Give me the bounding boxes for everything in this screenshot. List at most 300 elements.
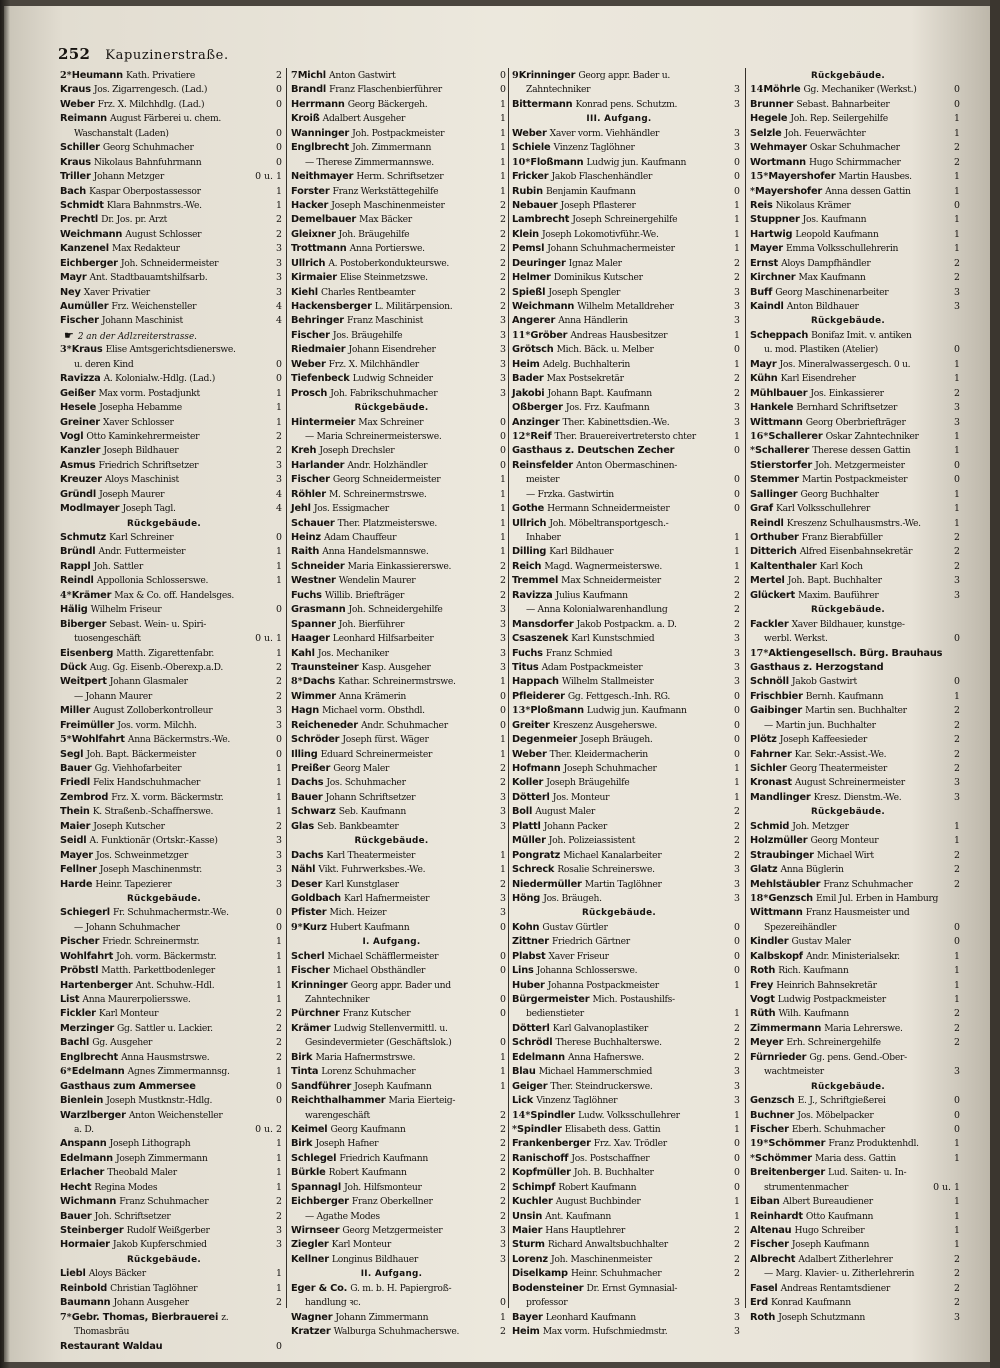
floor-number: 3 bbox=[734, 84, 740, 96]
resident-surname: Fasel bbox=[750, 1282, 778, 1294]
resident-description: Kreszenz Schulhausmstrs.-We. bbox=[786, 517, 921, 529]
directory-entry bbox=[750, 820, 960, 834]
resident-description: Regina Modes bbox=[94, 1181, 158, 1193]
floor-number: 0 bbox=[954, 84, 960, 96]
floor-number: 3 bbox=[734, 98, 740, 110]
directory-entry bbox=[512, 69, 740, 83]
resident-surname: Kindler bbox=[750, 936, 789, 948]
floor-number: 0 bbox=[500, 84, 506, 96]
resident-description: Ther. Kleidermacherin bbox=[549, 748, 648, 760]
resident-surname: Maier bbox=[60, 820, 91, 832]
directory-entry bbox=[291, 647, 506, 661]
floor-number: 0 bbox=[500, 719, 506, 731]
directory-entry bbox=[750, 661, 960, 675]
floor-number: 3 bbox=[734, 647, 740, 659]
resident-description: Jos. Frz. Kaufmann bbox=[565, 402, 650, 414]
resident-surname: Frankenberger bbox=[512, 1138, 591, 1150]
entry-continuation bbox=[60, 1325, 282, 1339]
resident-surname: Erlacher bbox=[60, 1167, 105, 1179]
resident-description: Johann Packer bbox=[543, 820, 608, 832]
directory-entry bbox=[750, 791, 960, 805]
floor-number: 1 bbox=[276, 1282, 282, 1294]
resident-description: Joseph Pflasterer bbox=[560, 199, 636, 211]
entry-continuation bbox=[291, 993, 506, 1007]
floor-number: 1 bbox=[954, 243, 960, 255]
floor-number: 1 bbox=[276, 185, 282, 197]
resident-surname: Frischbier bbox=[750, 690, 803, 702]
directory-column-4 bbox=[750, 69, 960, 1323]
resident-surname: Lick bbox=[512, 1095, 534, 1107]
directory-entry bbox=[750, 358, 960, 372]
directory-entry bbox=[750, 589, 960, 603]
floor-number: 1 bbox=[734, 791, 740, 803]
section-heading: Rückgebäude. bbox=[810, 316, 886, 327]
floor-number: 0 bbox=[734, 748, 740, 760]
floor-number: 3 bbox=[500, 1225, 506, 1236]
directory-entry bbox=[512, 372, 740, 386]
resident-surname: Meyer bbox=[750, 1037, 784, 1049]
section-heading: Rückgebäude. bbox=[810, 605, 886, 616]
resident-surname: Hälig bbox=[60, 604, 88, 616]
resident-description: Georg Schuhmacher bbox=[102, 142, 194, 154]
resident-description: Anna Portierswe. bbox=[349, 243, 425, 255]
resident-description: Gustav Maler bbox=[791, 936, 851, 948]
directory-entry bbox=[512, 502, 740, 516]
resident-surname: Graf bbox=[750, 503, 773, 515]
directory-entry bbox=[60, 213, 282, 227]
directory-entry bbox=[750, 834, 960, 848]
directory-entry bbox=[750, 935, 960, 949]
resident-description: u. deren Kind bbox=[74, 358, 134, 370]
directory-entry bbox=[291, 1181, 506, 1195]
floor-number: 1 bbox=[954, 1225, 960, 1236]
floor-number: 2 bbox=[500, 560, 506, 572]
directory-entry bbox=[750, 387, 960, 401]
resident-surname: Birk bbox=[291, 1051, 313, 1063]
floor-number: 0 bbox=[276, 921, 282, 933]
directory-entry bbox=[60, 98, 282, 112]
floor-number: 2 bbox=[954, 1008, 960, 1020]
resident-description: A. Postoberkondukteurswe. bbox=[328, 257, 450, 269]
resident-surname: Fellner bbox=[60, 864, 97, 876]
resident-surname: Anzinger bbox=[512, 416, 560, 428]
section-heading: Rückgebäude. bbox=[354, 836, 429, 847]
floor-number: 2 bbox=[500, 763, 506, 774]
resident-surname: Maier bbox=[512, 1225, 543, 1236]
floor-number: 1 bbox=[500, 156, 506, 168]
resident-surname: Tiefenbeck bbox=[291, 373, 350, 385]
floor-number: 3 bbox=[734, 286, 740, 298]
resident-description: Adam Postpackmeister bbox=[541, 661, 643, 673]
directory-entry bbox=[291, 286, 506, 300]
directory-entry bbox=[60, 242, 282, 256]
floor-number: 1 bbox=[276, 575, 282, 587]
directory-entry bbox=[291, 849, 506, 863]
resident-surname: Baumann bbox=[60, 1297, 111, 1309]
resident-description: Karl Bildhauer bbox=[549, 546, 614, 558]
resident-description: Georg Theatermeister bbox=[789, 763, 888, 774]
directory-entry bbox=[750, 776, 960, 790]
resident-surname: Reindl bbox=[60, 575, 94, 587]
floor-number: 3 bbox=[734, 1095, 740, 1107]
pointing-hand-icon: ☛ bbox=[64, 328, 74, 342]
floor-number: 0 bbox=[276, 1080, 282, 1092]
resident-description: Seb. Bankbeamter bbox=[317, 820, 399, 832]
resident-description: Konrad pens. Schutzm. bbox=[575, 98, 678, 110]
resident-description: Felix Handschuhmacher bbox=[93, 777, 201, 789]
resident-description: Jos. Zigarrengesch. (Lad.) bbox=[93, 84, 208, 96]
resident-description: Kath. Privatiere bbox=[125, 70, 196, 81]
floor-number: 1 bbox=[276, 560, 282, 572]
directory-entry bbox=[291, 560, 506, 574]
resident-surname: Straubinger bbox=[750, 849, 814, 861]
resident-description: K. Straßenb.-Schaffnerswe. bbox=[92, 806, 214, 818]
resident-description: Martin sen. Buchhalter bbox=[805, 705, 907, 717]
directory-entry bbox=[60, 993, 282, 1007]
resident-description: Jos. Schuhmacher bbox=[326, 777, 406, 789]
resident-surname: Schiele bbox=[512, 142, 551, 154]
resident-description: Johann Glasmaler bbox=[109, 676, 188, 688]
floor-number: 2 bbox=[500, 1109, 506, 1121]
resident-description: — Johann Maurer bbox=[74, 690, 152, 702]
resident-description: Fr. Schuhmachermstr.-We. bbox=[112, 907, 229, 919]
floor-number: 1 bbox=[734, 358, 740, 370]
directory-entry bbox=[291, 921, 506, 935]
floor-number: 0 bbox=[500, 950, 506, 962]
resident-surname: Hesele bbox=[60, 402, 97, 414]
directory-entry bbox=[750, 98, 960, 112]
directory-entry bbox=[512, 892, 740, 906]
resident-description: Leonhard Kaufmann bbox=[545, 1311, 636, 1323]
floor-number: 2 bbox=[954, 156, 960, 168]
resident-description: — Therese Zimmermannswe. bbox=[305, 156, 434, 168]
resident-description: Hans Hauptlehrer bbox=[545, 1225, 626, 1236]
resident-surname: Scherl bbox=[291, 950, 325, 962]
page-header bbox=[58, 44, 958, 66]
directory-entry bbox=[60, 343, 282, 357]
house-number: 13* bbox=[512, 705, 531, 717]
resident-description: Albert Bureaudiener bbox=[782, 1196, 873, 1208]
house-number: 12* bbox=[512, 430, 531, 442]
floor-number: 3 bbox=[734, 301, 740, 312]
directory-entry bbox=[60, 416, 282, 430]
floor-number: 3 bbox=[276, 849, 282, 861]
resident-description: Joseph Bildhauer bbox=[103, 445, 179, 457]
directory-entry bbox=[60, 286, 282, 300]
resident-surname: Dilling bbox=[512, 546, 547, 558]
resident-description: Elise Steinmetzswe. bbox=[339, 272, 428, 284]
resident-description: Jos. Kaufmann bbox=[802, 214, 867, 226]
directory-entry bbox=[512, 329, 740, 343]
floor-number: 2 bbox=[954, 878, 960, 890]
resident-description: Johann Metzger bbox=[93, 171, 164, 183]
resident-description: Joseph Schutzmann bbox=[778, 1311, 866, 1323]
entry-continuation bbox=[750, 632, 960, 646]
floor-number: 0 bbox=[276, 142, 282, 154]
resident-surname: Happach bbox=[512, 676, 559, 688]
resident-surname: Eichberger bbox=[291, 1196, 349, 1208]
resident-surname: Röhler bbox=[291, 488, 326, 500]
directory-entry bbox=[512, 719, 740, 733]
resident-surname: Pürchner bbox=[291, 1008, 340, 1020]
resident-description: z. bbox=[221, 1311, 229, 1323]
resident-surname: Reichthalhammer bbox=[291, 1095, 386, 1107]
directory-entry bbox=[750, 83, 960, 97]
floor-number: 0 bbox=[500, 921, 506, 933]
resident-description: Joh. Bapt. Buchhalter bbox=[787, 575, 882, 587]
directory-entry bbox=[512, 791, 740, 805]
floor-number: 3 bbox=[500, 661, 506, 673]
binding-shadow bbox=[0, 0, 10, 1368]
floor-number: 3 bbox=[500, 647, 506, 659]
resident-surname: Heinz bbox=[291, 532, 321, 543]
resident-description: Mich. Postaushilfs- bbox=[592, 994, 675, 1005]
floor-number: 1 bbox=[954, 358, 960, 370]
directory-entry bbox=[60, 387, 282, 401]
directory-entry bbox=[512, 863, 740, 877]
directory-entry bbox=[750, 1109, 960, 1123]
resident-description: Frz. Xav. Trödler bbox=[593, 1138, 667, 1150]
floor-number: 0 bbox=[276, 127, 282, 139]
resident-description: Andr. Ministerialsekr. bbox=[805, 950, 900, 962]
resident-description: Eberh. Schuhmacher bbox=[791, 1123, 885, 1135]
directory-entry bbox=[291, 950, 506, 964]
floor-number: 1 bbox=[954, 430, 960, 442]
floor-number: 3 bbox=[734, 142, 740, 154]
resident-surname: Krinninger bbox=[291, 979, 348, 991]
resident-description: August Schreinermeister bbox=[794, 777, 905, 789]
directory-entry bbox=[512, 950, 740, 964]
floor-number: 1 bbox=[734, 1196, 740, 1208]
resident-description: Appollonia Schlosserswe. bbox=[96, 575, 209, 587]
resident-description: Richard Anwaltsbuchhalter bbox=[547, 1239, 668, 1251]
floor-number: 2 bbox=[500, 589, 506, 601]
floor-number: 1 bbox=[276, 777, 282, 789]
resident-description: Lorenz Schuhmacher bbox=[321, 1066, 416, 1078]
resident-description: Adalbert Zitherlehrer bbox=[798, 1253, 893, 1265]
resident-surname: Ranischoff bbox=[512, 1152, 569, 1164]
floor-number: 1 bbox=[954, 214, 960, 226]
directory-entry bbox=[60, 199, 282, 213]
resident-surname: Harlander bbox=[291, 459, 345, 471]
directory-entry bbox=[750, 1296, 960, 1310]
resident-description: Anna Büglerin bbox=[780, 864, 844, 876]
resident-surname: Weichmann bbox=[60, 228, 123, 240]
resident-description: Andr. Futtermeister bbox=[98, 546, 186, 558]
directory-entry bbox=[291, 1051, 506, 1065]
floor-number: 2 bbox=[954, 763, 960, 774]
floor-number: 2 bbox=[276, 676, 282, 688]
entry-continuation bbox=[750, 1065, 960, 1079]
resident-description: Benjamin Kaufmann bbox=[545, 185, 636, 197]
directory-entry bbox=[291, 1166, 506, 1180]
resident-description: Wilh. Kaufmann bbox=[778, 1008, 849, 1020]
resident-description: Ludwig Postpackmeister bbox=[777, 994, 886, 1005]
resident-description: Maria dess. Gattin bbox=[814, 1152, 896, 1164]
directory-entry bbox=[291, 228, 506, 242]
floor-number: 2 bbox=[276, 70, 282, 81]
floor-number: 1 bbox=[276, 416, 282, 428]
resident-description: Georg Oberbriefträger bbox=[805, 416, 906, 428]
resident-description: M. Schreinermstrswe. bbox=[328, 488, 427, 500]
directory-entry bbox=[750, 1152, 960, 1166]
resident-surname: Ullrich bbox=[291, 257, 326, 269]
directory-entry bbox=[750, 906, 960, 920]
directory-entry bbox=[60, 748, 282, 762]
directory-entry bbox=[512, 964, 740, 978]
resident-surname: Deser bbox=[291, 878, 323, 890]
resident-surname: Birk bbox=[291, 1138, 313, 1150]
directory-entry bbox=[291, 502, 506, 516]
floor-number: 1 bbox=[954, 503, 960, 515]
directory-entry bbox=[512, 704, 740, 718]
resident-surname: Reindl bbox=[750, 517, 784, 529]
floor-number: 0 bbox=[734, 1152, 740, 1164]
resident-description: Joseph Lokomotivführ.-We. bbox=[542, 228, 659, 240]
section-heading: Rückgebäude. bbox=[810, 1081, 886, 1092]
resident-surname: Bürkle bbox=[291, 1167, 326, 1179]
resident-surname: Kopfmüller bbox=[512, 1167, 571, 1179]
floor-number: 3 bbox=[734, 892, 740, 904]
resident-description: Klara Bahnmstrs.-We. bbox=[106, 199, 202, 211]
resident-description: Joh. Metzger bbox=[792, 820, 849, 832]
directory-entry bbox=[291, 892, 506, 906]
resident-description: Leonhard Hilfsarbeiter bbox=[332, 633, 434, 645]
directory-entry bbox=[512, 1166, 740, 1180]
resident-surname: Pongratz bbox=[512, 849, 561, 861]
resident-description: Vinzenz Taglöhner bbox=[553, 142, 635, 154]
resident-description: Spezereihändler bbox=[764, 921, 837, 933]
directory-entry bbox=[60, 1210, 282, 1224]
directory-entry bbox=[291, 1080, 506, 1094]
section-heading: Rückgebäude. bbox=[354, 403, 429, 414]
floor-number: 0 bbox=[954, 1095, 960, 1107]
directory-entry bbox=[512, 1282, 740, 1296]
resident-surname: Anspann bbox=[60, 1138, 107, 1150]
floor-number: 2 bbox=[734, 618, 740, 630]
resident-surname: Pemsl bbox=[512, 243, 545, 255]
resident-description: Friedr. Schreinermstr. bbox=[102, 936, 200, 948]
resident-description: Max vorm. Postadjunkt bbox=[98, 387, 200, 399]
resident-surname: Segl bbox=[60, 748, 84, 760]
resident-description: Gg. Sattler u. Lackier. bbox=[117, 1022, 213, 1034]
resident-surname: Hartwig bbox=[750, 228, 793, 240]
resident-surname: Spannagl bbox=[291, 1181, 342, 1193]
floor-number: 2 bbox=[276, 445, 282, 457]
resident-description: Joh. Metzgermeister bbox=[815, 459, 905, 471]
resident-surname: Fischer bbox=[60, 315, 99, 327]
resident-description: Maria Lehrerswe. bbox=[824, 1022, 903, 1034]
floor-number: 1 bbox=[276, 806, 282, 818]
resident-surname: Bauer bbox=[60, 1210, 92, 1222]
resident-surname: Dück bbox=[60, 661, 87, 673]
floor-number: 1 bbox=[500, 488, 506, 500]
entry-continuation bbox=[291, 430, 506, 444]
resident-description: Jakob Kupferschmied bbox=[112, 1239, 207, 1251]
resident-description: Jos. Einkassierer bbox=[810, 387, 884, 399]
directory-entry bbox=[750, 213, 960, 227]
resident-surname: Triller bbox=[60, 171, 91, 183]
resident-description: Ther. Platzmeisterswe. bbox=[337, 517, 438, 529]
resident-surname: Niedermüller bbox=[512, 878, 582, 890]
directory-entry bbox=[291, 1022, 506, 1036]
resident-description: Franz Hausmeister und bbox=[805, 907, 910, 919]
directory-entry bbox=[60, 531, 282, 545]
floor-number: 2 bbox=[734, 835, 740, 847]
floor-number: 1 bbox=[734, 546, 740, 558]
resident-description: Joh. Polizeiassistent bbox=[548, 835, 636, 847]
resident-description: Otto Kaufmann bbox=[805, 1210, 874, 1222]
floor-number: 0 bbox=[276, 373, 282, 385]
resident-surname: Weber bbox=[291, 358, 326, 370]
resident-description: Joseph Schreinergehilfe bbox=[572, 214, 678, 226]
directory-entry bbox=[291, 1224, 506, 1238]
resident-description: Nikolaus Krämer bbox=[775, 199, 851, 211]
directory-entry bbox=[60, 444, 282, 458]
resident-surname: Nebauer bbox=[512, 199, 558, 211]
floor-number: 1 bbox=[276, 647, 282, 659]
floor-number: 4 bbox=[276, 315, 282, 327]
directory-entry bbox=[512, 228, 740, 242]
directory-entry bbox=[291, 170, 506, 184]
floor-number: 2 bbox=[954, 734, 960, 746]
resident-description: Maria Einkassiererswe. bbox=[347, 560, 452, 572]
floor-number: 2 bbox=[954, 1268, 960, 1280]
resident-surname: Kanzler bbox=[60, 445, 101, 457]
directory-entry bbox=[750, 531, 960, 545]
resident-surname: Ditterich bbox=[750, 546, 797, 558]
floor-number: 1 bbox=[500, 734, 506, 746]
floor-number: 1 bbox=[500, 185, 506, 197]
floor-number: 1 bbox=[734, 1123, 740, 1135]
resident-surname: Reinhardt bbox=[750, 1210, 803, 1222]
column-divider bbox=[286, 68, 287, 1308]
floor-number: 4 bbox=[276, 488, 282, 500]
resident-description: Gg. Fettgesch.-Inh. RG. bbox=[567, 690, 670, 702]
directory-entry bbox=[291, 589, 506, 603]
resident-surname: Tinta bbox=[291, 1066, 319, 1078]
resident-description: Jos. vorm. Milchh. bbox=[117, 719, 197, 731]
resident-description: u. mod. Plastiken (Atelier) bbox=[764, 344, 878, 356]
floor-number: 1 bbox=[734, 532, 740, 543]
resident-description: Martin Taglöhner bbox=[584, 878, 662, 890]
section-heading: Rückgebäude. bbox=[126, 518, 202, 529]
directory-entry bbox=[512, 242, 740, 256]
resident-description: — Martin jun. Buchhalter bbox=[764, 719, 876, 731]
resident-surname: Titus bbox=[512, 661, 539, 673]
floor-number: 1 bbox=[954, 1138, 960, 1150]
house-number: 11* bbox=[512, 329, 531, 341]
resident-surname: Hacker bbox=[291, 199, 329, 211]
resident-description: Gg. Viehhofarbeiter bbox=[94, 763, 182, 774]
resident-description: handlung ꝛc. bbox=[305, 1297, 361, 1309]
resident-surname: Bauer bbox=[60, 763, 92, 774]
directory-entry bbox=[60, 719, 282, 733]
directory-entry bbox=[512, 156, 740, 170]
resident-surname: Degenmeier bbox=[512, 734, 578, 746]
floor-number: 1 bbox=[500, 1066, 506, 1078]
directory-entry bbox=[750, 473, 960, 487]
section-heading: Rückgebäude. bbox=[126, 1254, 202, 1265]
resident-surname: Schömmer bbox=[755, 1152, 812, 1164]
floor-number: 2 bbox=[954, 1037, 960, 1049]
directory-entry bbox=[750, 1022, 960, 1036]
resident-surname: Gröber bbox=[530, 329, 568, 341]
resident-surname: Schröder bbox=[291, 734, 340, 746]
floor-number: 3 bbox=[276, 719, 282, 731]
directory-entry bbox=[512, 387, 740, 401]
resident-surname: Wittmann bbox=[750, 416, 803, 428]
